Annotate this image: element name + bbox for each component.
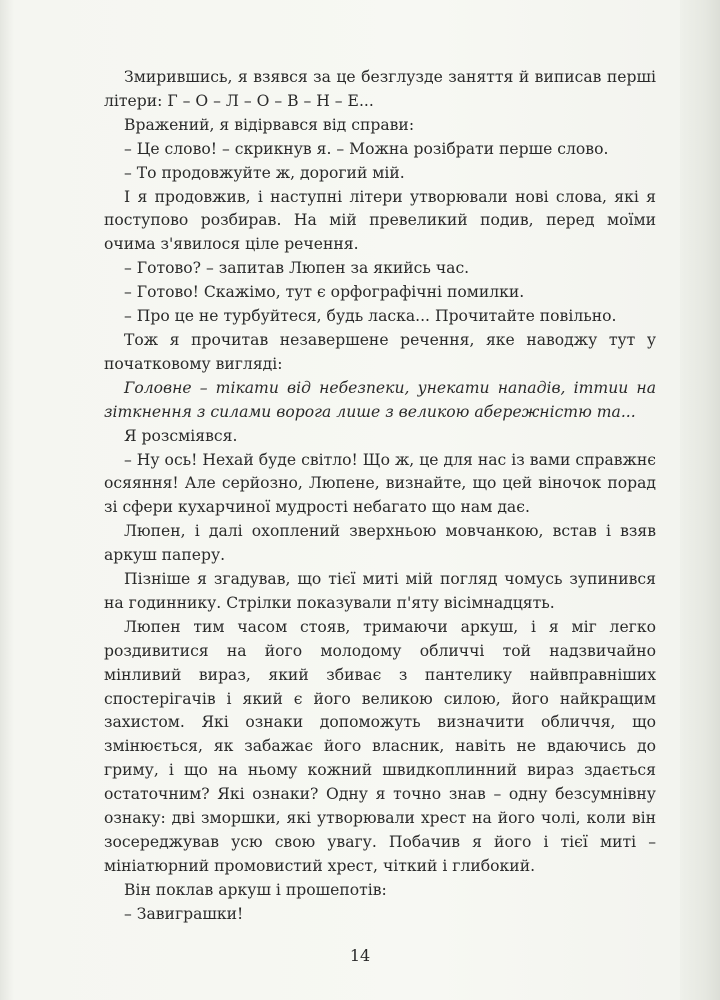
paragraph: І я продовжив, і наступні літери утворювали нові слова, які я поступово розбирав. На мій превеликий подив, перед моїми очима з'явилося ціле речення. <box>104 187 656 254</box>
italic-quote: Головне – тікати від небезпеки, унекати нападів, іттии на зіткнення з силами ворога лише з великою абережністю та... <box>104 378 656 421</box>
page-text <box>104 66 656 927</box>
paragraph: Тож я прочитав незавершене речення, яке наводжу тут у початковому вигляді: <box>104 330 656 373</box>
paragraph: Люпен, і далі охоплений зверхньою мовчанкою, встав і взяв аркуш паперу. <box>104 522 656 565</box>
paragraph: – Про це не турбуйтеся, будь ласка... Прочитайте повільно. <box>124 307 617 326</box>
paragraph: – Завиграшки! <box>124 904 244 923</box>
paragraph: Пізніше я згадував, що тієї миті мій погляд чомусь зупинився на годиннику. Стрілки показували п'яту вісімнадцять. <box>104 570 656 612</box>
paragraph: Я розсміявся. <box>124 426 238 445</box>
paragraph: Він поклав аркуш і прошепотів: <box>124 880 387 899</box>
paragraph: Люпен тим часом стояв, тримаючи аркуш, і я міг легко роздивитися на його молодому обличчі той надзвичайно мінливий вираз, який збиває з пантелику найвправніших спостерігачів і який є його великою силою, його найкращим захистом. Які ознаки допоможуть визначити обличчя, що змінюється, як забажає його власник, навіть не вдаючись до гриму, і що на ньому кожний швидкоплинний вираз здається остаточним? Які ознаки? Одну я точно знав – одну безсумнівну ознаку: дві зморшки, які утворювали хрест на його чолі, коли він зосереджував усю свою увагу. Побачив я його і тієї миті – мініатюрний промовистий хрест, чіткий і глибокий. <box>104 617 656 875</box>
page-number: 14 <box>349 946 371 965</box>
paragraph: Змирившись, я взявся за це безглузде заняття й виписав перші літери: Г – О – Л – О – В – Н – Е... <box>104 68 656 110</box>
paragraph: – То продовжуйте ж, дорогий мій. <box>124 163 405 182</box>
paragraph: – Готово? – запитав Люпен за якийсь час. <box>124 259 470 278</box>
paragraph: – Готово! Скажімо, тут є орфографічні помилки. <box>124 283 525 302</box>
paragraph: – Це слово! – скрикнув я. – Можна розібрати перше слово. <box>124 139 609 158</box>
paragraph: Вражений, я відірвався від справи: <box>124 115 415 134</box>
page-edge <box>680 0 720 1000</box>
paragraph: – Ну ось! Нехай буде світло! Що ж, це для нас із вами справжнє осяяння! Але серйозно, Люпене, визнайте, що цей віночок порад зі сфери кухарчиної мудрості небагато що нам дає. <box>104 450 656 517</box>
